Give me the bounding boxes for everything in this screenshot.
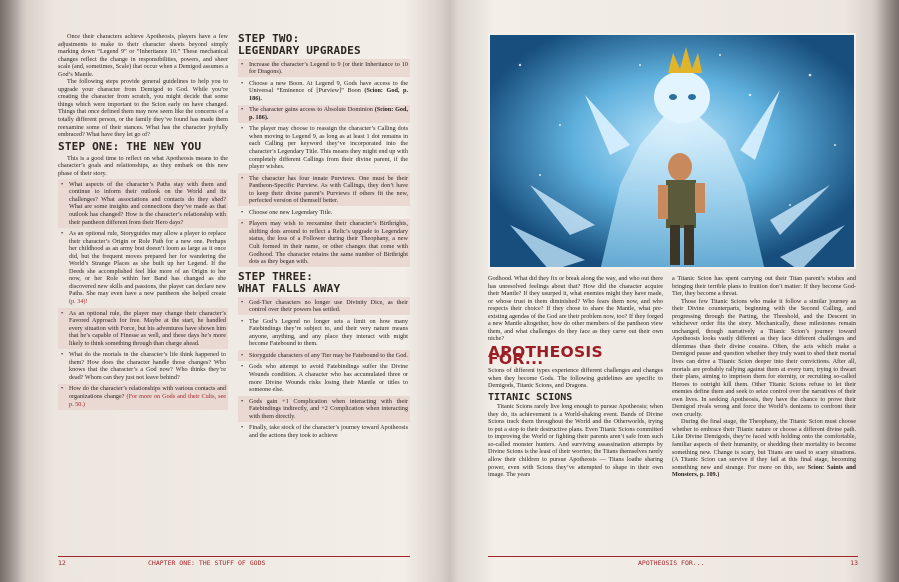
- intro-paragraph: The following steps provide general guidelines to help you to upgrade your character from Demigod to God. While you’re creating the character from scratch, you might decide that some things which were important to the Scion early on have changed. Things that once defined them may now seem like the concerns of a totally different person, or the family they’ve found has made them reexamine some of their stances. What has the character joyfully embraced? What have they let go of?: [58, 78, 228, 139]
- continuation-paragraph: Godhood. What did they fix or break along the way, and who out there has unresolved feelings about that? How did the character acquire their Mantle? If they usurped it, what enemies might they have made, or whose trust in them diminished? Who fears them now, and who respects their choice? If they chose to share the Mantle, what pre-existing agendas of the God are their problem now, too? If they forged a new Mantle altogether, how do other members of the pantheon view them, and what challenges do they face as they carve out their own niche?: [488, 275, 663, 343]
- page-number: 12: [58, 559, 66, 567]
- titanic-paragraph: Titanic Scions rarely live long enough to pursue Apotheosis; when they do, its achievement is a World-shaking event. Bands of Divine Scions track them throughout the World and the Otherworlds, trying to put a stop to their destructive plans. Even Titanic Scions committed to improving the World or fighting their parents aren’t safe from such so-called monster hunters. And surviving assassination attempts by Divine Scions is the least of their worries; the Titans themselves rarely allow their children to pursue Apotheosis — Titans loathe sharing power, even with Scions they’ve attempted to shape in their own image. The years: [488, 403, 663, 479]
- body-paragraph: Those few Titanic Scions who make it follow a similar journey as their Divine counterparts, beginning with the Second Calling, and progressing through the Parting, the Threshold, and the Descent in whichever order fits the story. Mechanically, these milestones remain unchanged, though narratively a Titanic Scion’s journey toward Apotheosis looks vastly different as they face different challenges and dilemmas than their divine cousins. Often, the acts which make a Demigod pause and question whether they truly want to shed their mortal lives can drive a Titanic Scion deeper into their convictions. After all, mortals are probably rallying against them at every turn, trying to thwart their plans, aiming to imprison them for eternity, or recruiting so-called Heroes to outright kill them. Other Titanic Scions refuse to let their enemies define them and seek to seize control over the narratives of their own lives. In seeking Apotheosis, they have the chance to prove their Demigod rivals wrong and force the World’s denizens to confront their own cruelty.: [672, 297, 856, 418]
- step-two-heading: STEP TWO: LEGENDARY UPGRADES: [238, 32, 361, 57]
- left-footer: [58, 556, 410, 570]
- body-paragraph: a Titanic Scion has spent carrying out their Titan parent’s wishes and bringing their terrible plans to fruition don’t matter: If they become God-Tier, they become a threat.: [672, 275, 856, 298]
- list-item: • Finally, take stock of the character’s journey toward Apotheosis and the actions they took to achieve: [238, 423, 410, 441]
- list-item: • The player may choose to reassign the character’s Calling dots when moving to Legend 9, as long as at least 1 dot remains in each Calling per keyword they’ve incorporated into the character’s Legendary Title. This means they might end up with completely different Callings from their divine parent, if the player wishes.: [238, 124, 410, 172]
- right-page: [450, 0, 899, 582]
- list-item: • What aspects of the character’s Paths stay with them and continue to inform their outlook on the World and its challenges? What associations and contacts do they shed? What are some insights and connections they’ve made as that outlook has changed? How is the character’s relationship with their pantheon different from their Hero days?: [58, 179, 228, 227]
- ice-titan-art: [490, 35, 856, 269]
- list-item: • Storyguide characters of any Tier may be Fatebound to the God.: [238, 350, 410, 361]
- step-one-intro: This is a good time to reflect on what Apotheosis means to the character’s goals and relationships, as they embark on this new phase of their story.: [58, 154, 228, 177]
- illustration-ice-titan: [488, 33, 856, 269]
- body-paragraph: During the final stage, the Theophany, the Titanic Scion must choose whether to embrace their Titanic nature or choose a different divine path. Like Divine Demigods, they’re faced with holding onto the comfortable, familiar aspects of their humanity, or shedding their mortality to become something new. Change is scary, but Titans are used to scary situations. (A Titanic Scion can survive if they fail at this final stage, becoming something new and strange. For more on this, see Scion: Saints and Monsters, p. 109.): [672, 418, 856, 479]
- list-item: • The character gains access to Absolute Dominion (Scion: God, p. 186).: [238, 105, 410, 123]
- cross-reference-link[interactable]: (For more on Gods and their Cults, see p. 50.): [69, 393, 226, 408]
- list-item: • As an optional rule, Storyguides may allow a player to replace their character’s Origin or Role Path for a new one. Perhaps her childhood as an army brat doesn’t loom as large as it once did, but the frequent moves prepared her for wandering the World’s Strange Places as she built up her Legend. If the Deeds she accomplished feel like more of an Origin to her now, or her Role within her Band has changed as she discovered new skills and passions, the player can declare new Paths. She may even have a new pantheon she helped create (p. 34)!: [58, 229, 228, 307]
- step-one-list: [58, 179, 228, 409]
- chapter-title: CHAPTER ONE: THE STUFF OF GODS: [148, 559, 266, 567]
- list-item: • Gods gain +1 Complication when interacting with their Fatebindings indirectly, and +2 Complication when interacting with them directly.: [238, 396, 410, 422]
- step-one-heading: STEP ONE: THE NEW YOU: [58, 139, 202, 153]
- left-page: [0, 0, 449, 582]
- step-three-list: [238, 297, 410, 441]
- list-item: • As an optional rule, the player may change their character’s Favored Approach for free. Maybe at the start, he handled every situation with Force, but his adventures have shown him that he’s capable of Finesse as well, and these days he’s more likely to think something through than charge ahead.: [58, 308, 228, 349]
- footer-rule: [488, 556, 858, 557]
- titanic-scions-heading: TITANIC SCIONS: [488, 391, 573, 403]
- right-footer: [488, 556, 858, 570]
- list-item: • Choose one new Legendary Title.: [238, 207, 410, 218]
- step-two-list: [238, 59, 410, 267]
- intro-paragraph: Once their characters achieve Apotheosis, players have a few adjustments to make to their character sheets beyond simply marking down “Legend 9” or “Inheritance 10.” These mechanical changes reflect the change in responsibilities, powers, and sheer scale (and, sometimes, Scale) that occur when a Demigod assumes a God’s Mantle.: [58, 33, 228, 78]
- cross-reference: Scion: Saints and Monsters, p. 109.): [672, 463, 856, 479]
- apotheosis-for-heading: APOTHEOSIS FOR...: [488, 342, 603, 369]
- step-three-heading: STEP THREE: WHAT FALLS AWAY: [238, 270, 341, 296]
- list-item: • The God’s Legend no longer sets a limit on how many Fatebindings they’re subject to, and their very nature means anyone, anything, and any place they interact with might become Fatebound to them.: [238, 316, 410, 349]
- left-column-2: [238, 33, 410, 442]
- apotheosis-intro: Scions of different types experience different challenges and changes when they become Gods. The following guidelines are specific to Demigods, Titanic Scions, and Dragons.: [488, 367, 663, 390]
- list-item: • God-Tier characters no longer use Divinity Dice, as their control over their powers has settled.: [238, 297, 410, 315]
- list-item: • Gods who attempt to avoid Fatebindings suffer the Divine Wounds condition. A character who has accumulated three or more Divine Wounds risks losing their Mantle or titles to someone else.: [238, 362, 410, 395]
- list-item: • The character has four innate Purviews. One must be their Pantheon-Specific Purview. As with Callings, they don’t have to keep their divine parent’s Purviews if others fit the new, perfected version of themself better.: [238, 173, 410, 206]
- list-item: • Players may wish to reexamine their character’s Birthrights, shifting dots around to reflect a Relic’s upgrade to Legendary status, the loss of a Follower during their Theophany, a new Cult formed in their name, or other changes that come with Godhood. The character retains the same number of Birthright dots as they began with.: [238, 219, 410, 267]
- page-number: 13: [850, 559, 858, 567]
- section-title: APOTHEOSIS FOR...: [638, 559, 705, 567]
- list-item: • How do the character’s relationships with various contacts and organizations change? (For more on Gods and their Cults, see p. 50.): [58, 384, 228, 410]
- right-column-1: [488, 275, 663, 479]
- footer-rule: [58, 556, 410, 557]
- list-item: • Choose a new Boon. At Legend 9, Gods have access to the Universal “Eminence of [Purview]” Boon (Scion: God, p. 186).: [238, 78, 410, 104]
- left-column-1: [58, 33, 228, 411]
- right-column-2: [672, 275, 856, 479]
- list-item: • Increase the character’s Legend to 9 (or their Inheritance to 10 for Dragons).: [238, 59, 410, 77]
- list-item: • What do the mortals in the character’s life think happened to them? How does the character handle those changes? Who knows that the character’s a God now? Who thinks they’re dead? Whom can they just not leave behind?: [58, 350, 228, 383]
